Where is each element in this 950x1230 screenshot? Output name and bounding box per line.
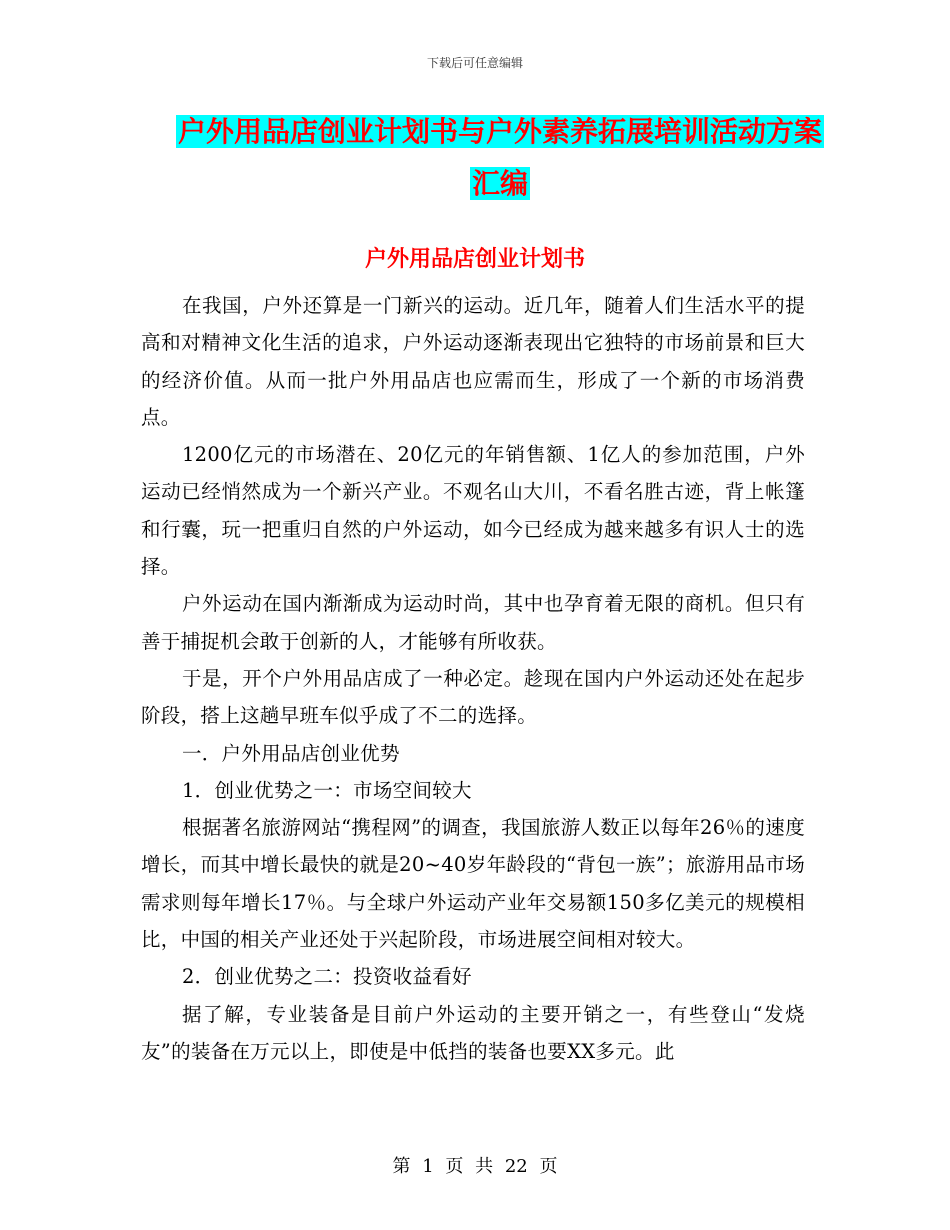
subheading: 1．创业优势之一：市场空间较大 — [181, 778, 472, 802]
body-text — [141, 287, 805, 1070]
document-title — [130, 106, 870, 210]
paragraph: 1200亿元的市场潜在、20亿元的年销售额、1亿人的参加范围，户外运动已经悄然成为一个新兴产业。不观名山大川，不看名胜古迹，背上帐篷和行囊，玩一把重归自然的户外运动，如今已经成为越来越多有识人士的选择。 — [141, 443, 805, 579]
section-heading: 户外用品店创业计划书 — [364, 247, 585, 272]
paragraph: 于是，开个户外用品店成了一种必定。趁现在国内户外运动还处在起步阶段，搭上这趟早班车似乎成了不二的选择。 — [141, 666, 805, 728]
page-header-note: 下载后可任意编辑 — [426, 56, 523, 70]
subheading: 2．创业优势之二：投资收益看好 — [181, 965, 472, 989]
document-title-line-1: 户外用品店创业计划书与户外素养拓展培训活动方案 — [177, 115, 822, 148]
subheading: 一．户外用品店创业优势 — [181, 741, 400, 765]
paragraph: 根据著名旅游网站“携程网”的调查，我国旅游人数正以每年26％的速度增长，而其中增长最快的就是20~40岁年龄段的“背包一族”；旅游用品市场需求则每年增长17％。与全球户外运动产业年交易额150多亿美元的规模相比，中国的相关产业还处于兴起阶段，市场进展空间相对较大。 — [141, 816, 805, 952]
paragraph: 据了解，专业装备是目前户外运动的主要开销之一，有些登山“发烧友”的装备在万元以上，即使是中低挡的装备也要XX多元。此 — [141, 1002, 805, 1063]
page-footer: 第 1 页 共 22 页 — [392, 1156, 558, 1177]
paragraph: 户外运动在国内渐渐成为运动时尚，其中也孕育着无限的商机。但只有善于捕捉机会敢于创新的人，才能够有所收获。 — [141, 592, 805, 653]
paragraph: 在我国，户外还算是一门新兴的运动。近几年，随着人们生活水平的提高和对精神文化生活的追求，户外运动逐渐表现出它独特的市场前景和巨大的经济价值。从而一批户外用品店也应需而生，形成了一个新的市场消费点。 — [141, 294, 805, 429]
document-title-line-2: 汇编 — [471, 167, 528, 200]
